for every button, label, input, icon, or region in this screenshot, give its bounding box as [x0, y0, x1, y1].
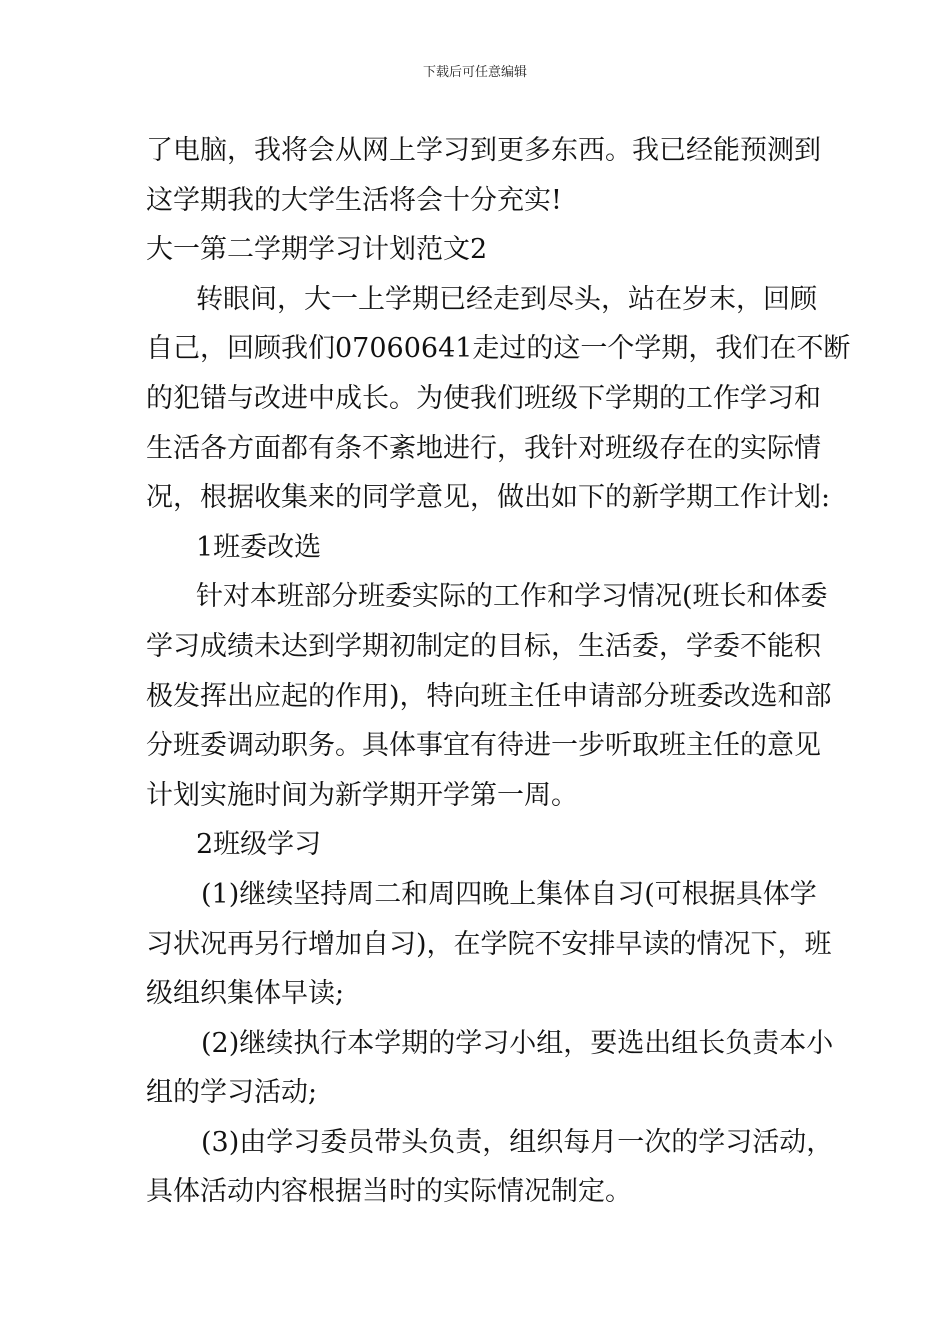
paragraph-line: 生活各方面都有条不紊地进行，我针对班级存在的实际情	[146, 432, 821, 464]
paragraph-line: 极发挥出应起的作用)，特向班主任申请部分班委改选和部	[146, 680, 832, 712]
paragraph-line: 分班委调动职务。具体事宜有待进一步听取班主任的意见	[146, 730, 821, 762]
list-item-line: (1)继续坚持周二和周四晚上集体自习(可根据具体学	[201, 878, 817, 910]
paragraph-line: 组的学习活动;	[146, 1077, 318, 1109]
paragraph-line: 具体活动内容根据当时的实际情况制定。	[146, 1176, 632, 1208]
document-body	[146, 126, 851, 1217]
list-item-line: (3)由学习委员带头负责，组织每月一次的学习活动，	[201, 1126, 834, 1158]
list-item-line: (2)继续执行本学期的学习小组，要选出组长负责本小	[201, 1027, 834, 1059]
paragraph-line: 的犯错与改进中成长。为使我们班级下学期的工作学习和	[146, 382, 821, 414]
paragraph-line: 级组织集体早读;	[146, 978, 345, 1010]
paragraph-line: 自己，回顾我们07060641走过的这一个学期，我们在不断	[146, 333, 851, 365]
paragraph-line: 针对本班部分班委实际的工作和学习情况(班长和体委	[196, 581, 828, 613]
paragraph-line: 习状况再另行增加自习)，在学院不安排早读的情况下，班	[146, 928, 832, 960]
paragraph-line: 计划实施时间为新学期开学第一周。	[146, 779, 578, 811]
paragraph-line: 学习成绩未达到学期初制定的目标，生活委，学委不能积	[146, 630, 821, 662]
paragraph-line: 况，根据收集来的同学意见，做出如下的新学期工作计划:	[146, 482, 831, 514]
paragraph-line: 转眼间，大一上学期已经走到尽头，站在岁末，回顾	[196, 283, 817, 315]
paragraph-line: 这学期我的大学生活将会十分充实!	[146, 184, 562, 216]
page-header-note: 下载后可任意编辑	[422, 65, 527, 80]
paragraph-line: 了电脑，我将会从网上学习到更多东西。我已经能预测到	[146, 135, 821, 166]
subsection-heading: 2班级学习	[196, 829, 322, 861]
subsection-heading: 1班委改选	[196, 531, 322, 563]
section-title: 大一第二学期学习计划范文2	[146, 234, 488, 266]
